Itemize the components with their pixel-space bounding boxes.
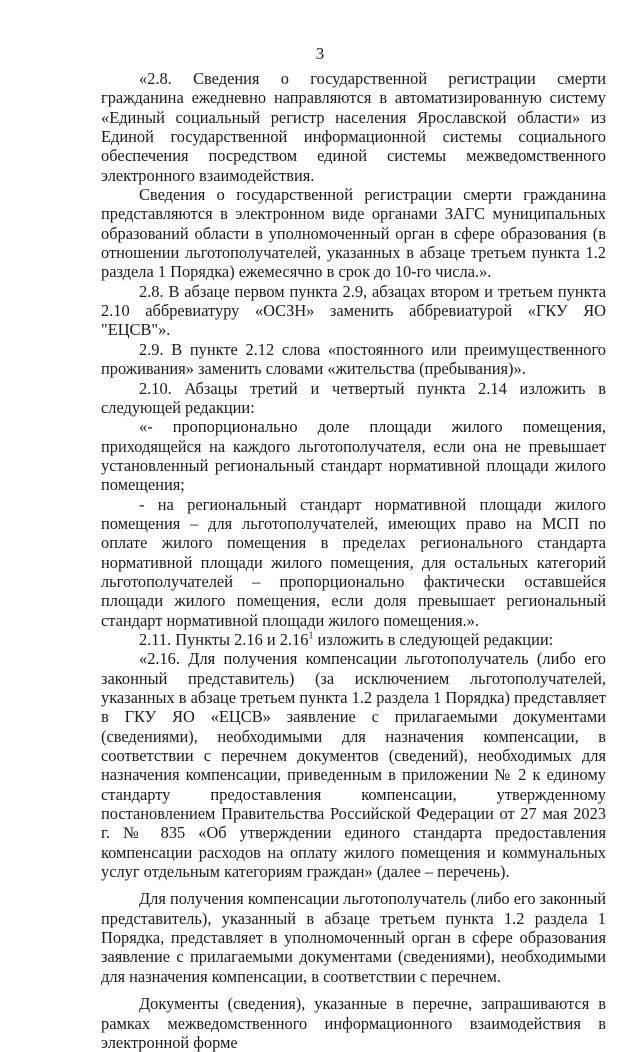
- paragraph-zags-info: Сведения о государственной регистрации смерти гражданина представляются в электронном виде органами ЗАГС муниципальных образований области в уполномоченный орган в сфере образования (в отношении льготополучателей, указанных в абзаце третьем пункта 1.2 раздела 1 Порядка) ежемесячно в срок до 10-го числа.».: [101, 185, 606, 282]
- paragraph-education-authority: Для получения компенсации льготополучатель (либо его законный представитель), указанный в абзаце третьем пункта 1.2 раздела 1 Порядка, представляет в уполномоченный орган в сфере образования заявление с прилагаемыми документами (сведениями), необходимыми для назначения компенсации, в соответствии с перечнем.: [101, 889, 607, 986]
- paragraph-regional-standard: - на региональный стандарт нормативной площади жилого помещения – для льготополучателей, имеющих право на МСП по оплате жилого помещения в пределах регионального стандарта нормативной площади жилого помещения, для остальных категорий льготополучателей – пропорционально фактически оставшейся площади жилого помещения, если доля превышает региональный стандарт нормативной площади жилого помещения.».: [101, 494, 606, 630]
- paragraph-item-2-8: 2.8. В абзаце первом пункта 2.9, абзацах втором и третьем пункта 2.10 аббревиатуру «ОСЗН» заменить аббревиатурой «ГКУ ЯО "ЕЦСВ"».: [101, 281, 606, 340]
- paragraph-documents-requested: Документы (сведения), указанные в перечне, запрашиваются в рамках межведомственного информационного взаимодействия в электронной форме: [101, 994, 606, 1052]
- paragraph-proportional-share: «- пропорционально доле площади жилого помещения, приходящейся на каждого льготополучателя, если она не превышает установленный региональный стандарт нормативной площади жилого помещения;: [101, 417, 606, 495]
- page-number: 3: [315, 44, 325, 63]
- paragraph-item-2-10: 2.10. Абзацы третий и четвертый пункта 2.14 изложить в следующей редакции:: [101, 378, 606, 417]
- paragraph-2-16-quote: «2.16. Для получения компенсации льготополучатель (либо его законный представитель) (за исключением льготополучателей, указанных в абзаце третьем пункта 1.2 раздела 1 Порядка) представляет в ГКУ ЯО «ЕЦСВ» заявление с прилагаемыми документами (сведениями), необходимыми для назначения компенсации, в соответствии с перечнем документов (сведений), необходимых для назначения компенсации, приведенным в приложении № 2 к единому стандарту предоставления компенсации, утвержденному постановлением Правительства Российской Федерации от 27 мая 2023 г. № 835 «Об утверждении единого стандарта предоставления компенсации расходов на оплату жилого помещения и коммунальных услуг отдельным категориям граждан» (далее – перечень).: [101, 649, 606, 882]
- item-2-11-superscript: 1: [308, 630, 314, 642]
- paragraph-item-2-11: [101, 630, 606, 649]
- paragraph-2-8-quote: «2.8. Сведения о государственной регистрации смерти гражданина ежедневно направляются в автоматизированную систему «Единый социальный регистр населения Ярославской области» из Единой государственной информационной системы социального обеспечения посредством единой системы межведомственного электронного взаимодействия.: [101, 69, 606, 185]
- item-2-11-text-before: 2.11. Пункты 2.16 и 2.16: [139, 629, 309, 649]
- paragraph-item-2-9: 2.9. В пункте 2.12 слова «постоянного или преимущественного проживания» заменить словами «жительства (пребывания)».: [101, 339, 606, 379]
- item-2-11-text-after: изложить в следующей редакции:: [313, 629, 554, 649]
